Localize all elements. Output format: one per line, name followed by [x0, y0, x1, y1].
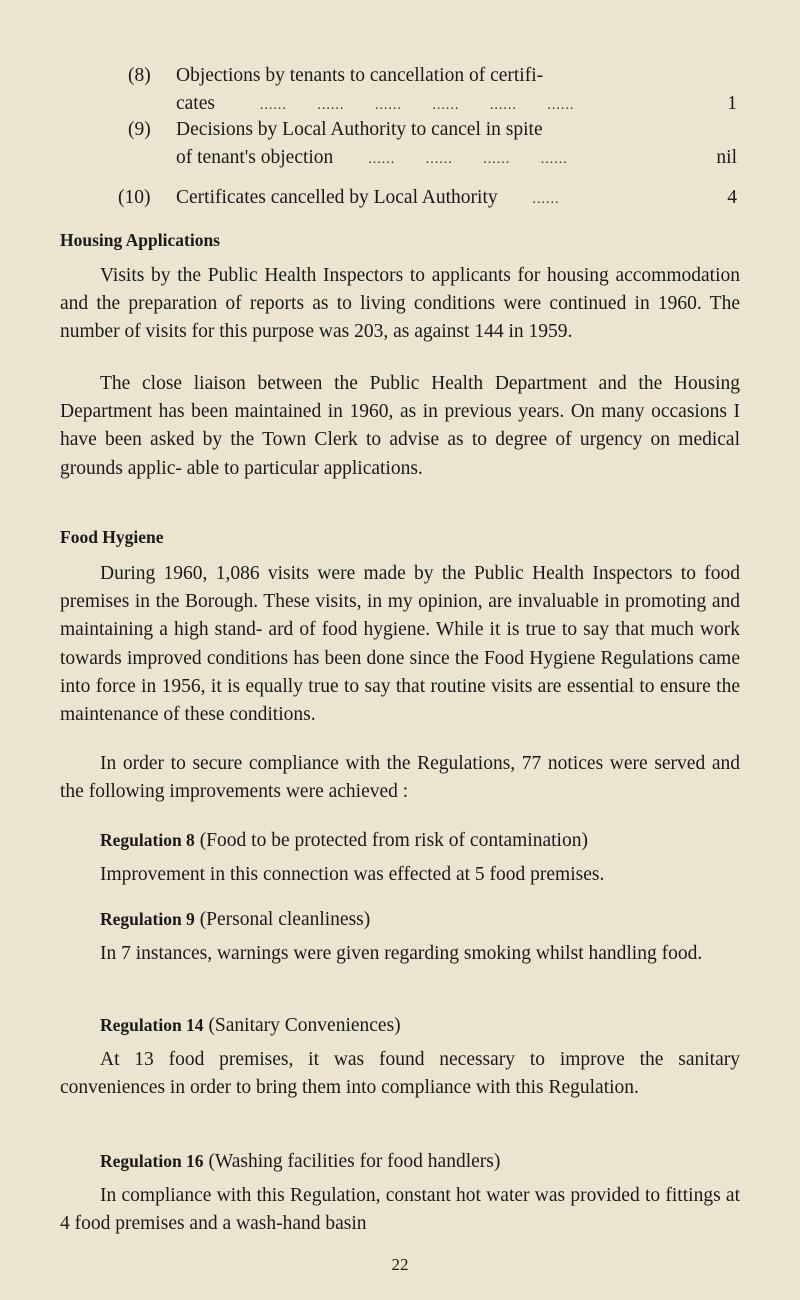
leader-dots: ...... ...... ...... ...... — [368, 152, 568, 167]
item-text: Certificates cancelled by Local Authority — [176, 187, 498, 208]
page-number: 22 — [391, 1255, 409, 1274]
item-value: nil — [716, 147, 737, 168]
item-text: Decisions by Local Authority to cancel in spite — [176, 119, 543, 140]
regulation-description: (Sanitary Conveniences) — [208, 1015, 401, 1036]
regulation-heading — [100, 909, 370, 931]
list-item — [0, 184, 800, 214]
item-text-row — [176, 184, 560, 214]
item-value: 1 — [727, 93, 737, 114]
regulation-heading — [100, 830, 588, 852]
regulation-heading — [100, 1015, 401, 1037]
section-heading-housing: Housing Applications — [60, 230, 220, 250]
leader-dots: ...... — [532, 192, 560, 207]
housing-paragraph-2: The close liaison between the Public Health Department and the Housing Department has been maintained in 1960, as in previous years. On many occasions I have been asked by the Town Clerk to advise as to degree of urgency on medical grounds applic- able to particular applications. — [60, 373, 740, 479]
regulation-description: (Food to be protected from risk of contamination) — [199, 830, 588, 851]
regulation-label: Regulation 8 — [100, 830, 195, 850]
list-item — [0, 62, 800, 122]
item-number: (10) — [118, 187, 151, 208]
food-paragraph-2: In order to secure compliance with the Regulations, 77 notices were served and the following improvements were achieved : — [60, 753, 740, 803]
regulation-text: At 13 food premises, it was found necessary to improve the sanitary conveniences in order to bring them into compliance with this Regulation. — [60, 1049, 740, 1099]
regulation-label: Regulation 14 — [100, 1015, 204, 1035]
item-text-continued: cates ...... ...... ...... ...... ...... ...... — [176, 93, 575, 114]
section-heading-food-hygiene: Food Hygiene — [60, 527, 164, 547]
leader-dots: ...... ...... ...... ...... ...... ...... — [259, 98, 575, 113]
regulation-label: Regulation 16 — [100, 1151, 204, 1171]
regulation-text: In 7 instances, warnings were given regarding smoking whilst handling food. — [100, 943, 703, 964]
housing-paragraph-1: Visits by the Public Health Inspectors to applicants for housing accommodation and the preparation of reports as to living conditions were continued in 1960. The number of visits for this purpose was 203, as against 144 in 1959. — [60, 265, 740, 343]
item-text-continued: of tenant's objection ...... ...... ...... ...... — [176, 147, 568, 168]
regulation-description: (Personal cleanliness) — [199, 909, 371, 930]
regulation-heading — [100, 1151, 500, 1173]
regulation-text: In compliance with this Regulation, constant hot water was provided to fittings at 4 food premises and a wash-hand basin — [60, 1185, 740, 1235]
food-paragraph-1: During 1960, 1,086 visits were made by the Public Health Inspectors to food premises in the Borough. These visits, in my opinion, are invaluable in promoting and maintaining a high stand- ard of food hygiene. While it is true to say that much work towards improved conditions has been done since the Food Hygiene Regulations came into force in 1956, it is equally true to say that routine visits are essential to ensure the maintenance of these conditions. — [60, 563, 740, 726]
item-number: (8) — [128, 65, 151, 86]
regulation-label: Regulation 9 — [100, 909, 195, 929]
regulation-text: Improvement in this connection was effected at 5 food premises. — [100, 864, 605, 885]
item-number: (9) — [128, 119, 151, 140]
regulation-description: (Washing facilities for food handlers) — [208, 1151, 501, 1172]
item-text: Objections by tenants to cancellation of certifi- — [176, 65, 544, 86]
list-item — [0, 116, 800, 176]
item-value: 4 — [727, 187, 737, 208]
